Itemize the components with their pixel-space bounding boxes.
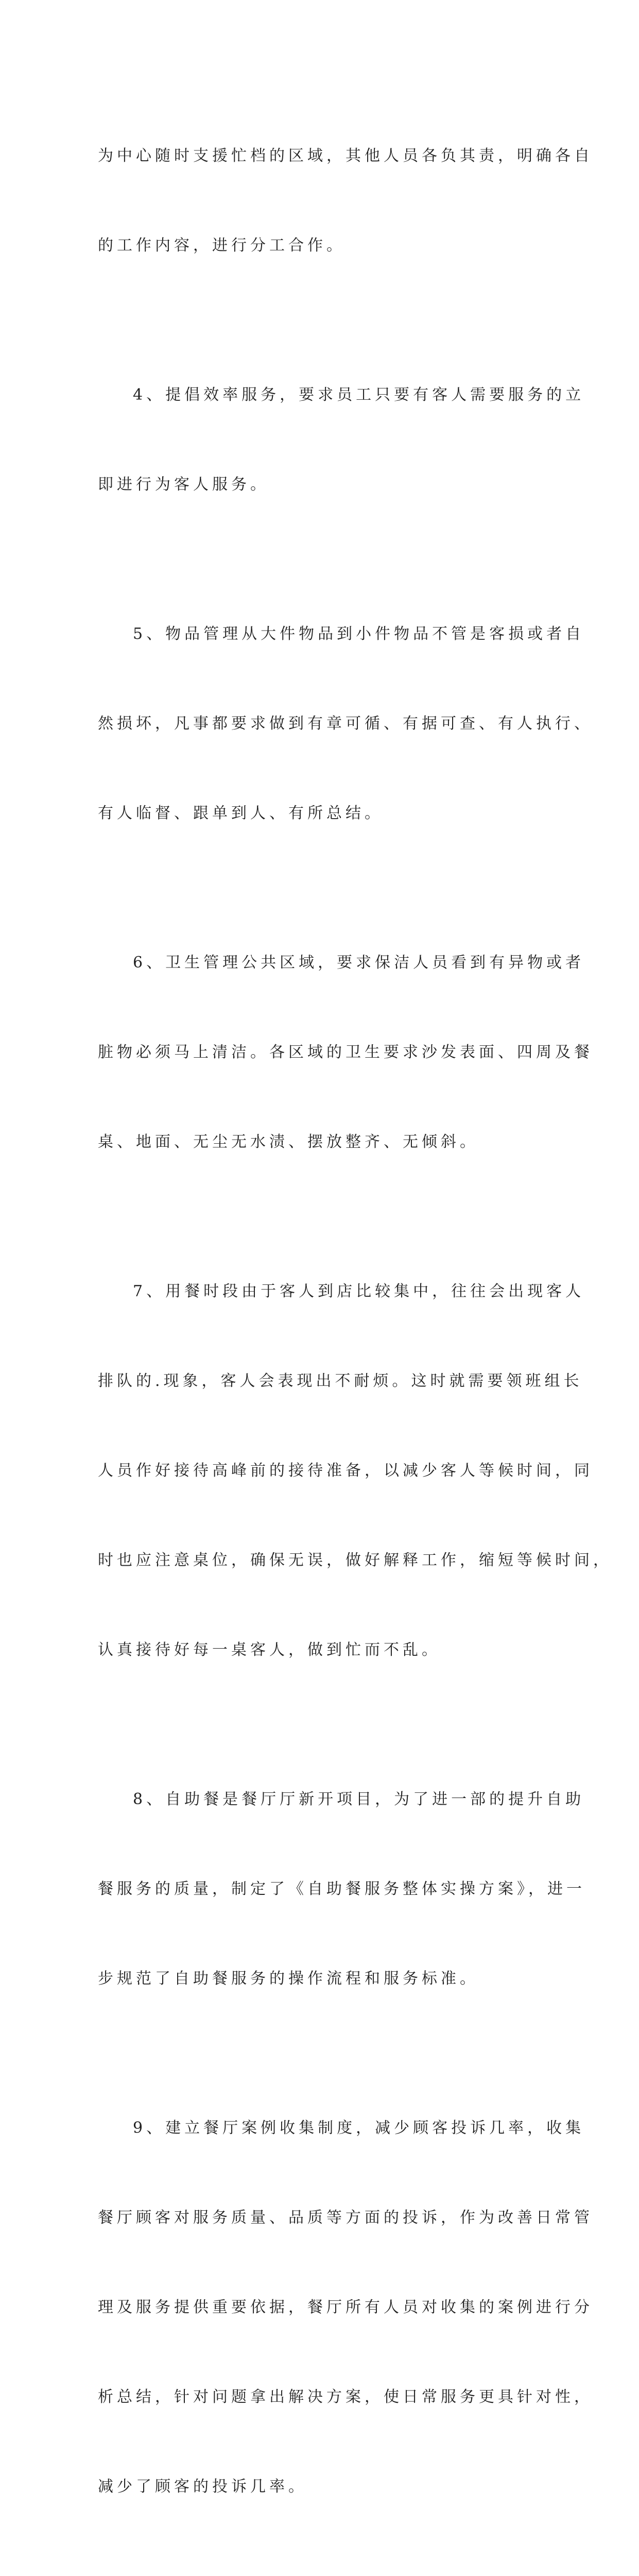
text-line: 然损坏，凡事都要求做到有章可循、有据可查、有人执行、 — [98, 715, 593, 733]
text-line: 桌、地面、无尘无水渍、摆放整齐、无倾斜。 — [98, 1133, 479, 1151]
paragraph-item-8 — [98, 1725, 585, 2054]
text-line: 时也应注意桌位，确保无误，做好解释工作，缩短等候时间， — [98, 1551, 612, 1569]
text-line: 5、物品管理从大件物品到小件物品不管是客损或者自 — [133, 625, 585, 643]
section-heading — [98, 2562, 551, 2576]
text-line: 有人临督、跟单到人、有所总结。 — [98, 804, 384, 822]
paragraph-item-9 — [98, 2054, 593, 2562]
text-line: 8、自助餐是餐厅厅新开项目，为了进一部的提升自助 — [133, 1790, 585, 1808]
text-line: 减少了顾客的投诉几率。 — [98, 2478, 307, 2496]
paragraph-item-4 — [98, 320, 585, 560]
text-line: 餐服务的质量，制定了《自助餐服务整体实操方案》，进一 — [98, 1880, 585, 1898]
text-line: 认真接待好每一桌客人，做到忙而不乱。 — [98, 1641, 441, 1659]
paragraph-item-6 — [98, 888, 593, 1217]
paragraph-item-5 — [98, 560, 593, 888]
text-line: 7、用餐时段由于客人到店比较集中，往往会出现客人 — [133, 1282, 585, 1300]
text-line: 餐厅顾客对服务质量、品质等方面的投诉，作为改善日常管 — [98, 2209, 593, 2227]
paragraph-item-7 — [98, 1217, 612, 1725]
text-line: 6、卫生管理公共区域，要求保洁人员看到有异物或者 — [133, 954, 585, 972]
text-line: 的工作内容，进行分工合作。 — [98, 236, 346, 255]
text-line: 步规范了自助餐服务的操作流程和服务标准。 — [98, 1970, 479, 1988]
text-line: 9、建立餐厅案例收集制度，减少顾客投诉几率，收集 — [133, 2119, 585, 2137]
text-line: 即进行为客人服务。 — [98, 476, 269, 494]
paragraph-continuation — [98, 81, 593, 320]
text-line: 脏物必须马上清洁。各区域的卫生要求沙发表面、四周及餐 — [98, 1043, 593, 1061]
text-line: 析总结，针对问题拿出解决方案，使日常服务更具针对性， — [98, 2388, 593, 2406]
text-line: 4、提倡效率服务，要求员工只要有客人需要服务的立 — [133, 386, 585, 404]
text-line: 人员作好接待高峰前的接待准备，以减少客人等候时间，同 — [98, 1462, 593, 1480]
text-line: 排队的.现象，客人会表现出不耐烦。这时就需要领班组长 — [98, 1372, 583, 1390]
text-line: 理及服务提供重要依据，餐厅所有人员对收集的案例进行分 — [98, 2298, 593, 2316]
document-body — [98, 81, 612, 2576]
text-line: 为中心随时支援忙档的区域，其他人员各负其责，明确各自 — [98, 147, 593, 165]
